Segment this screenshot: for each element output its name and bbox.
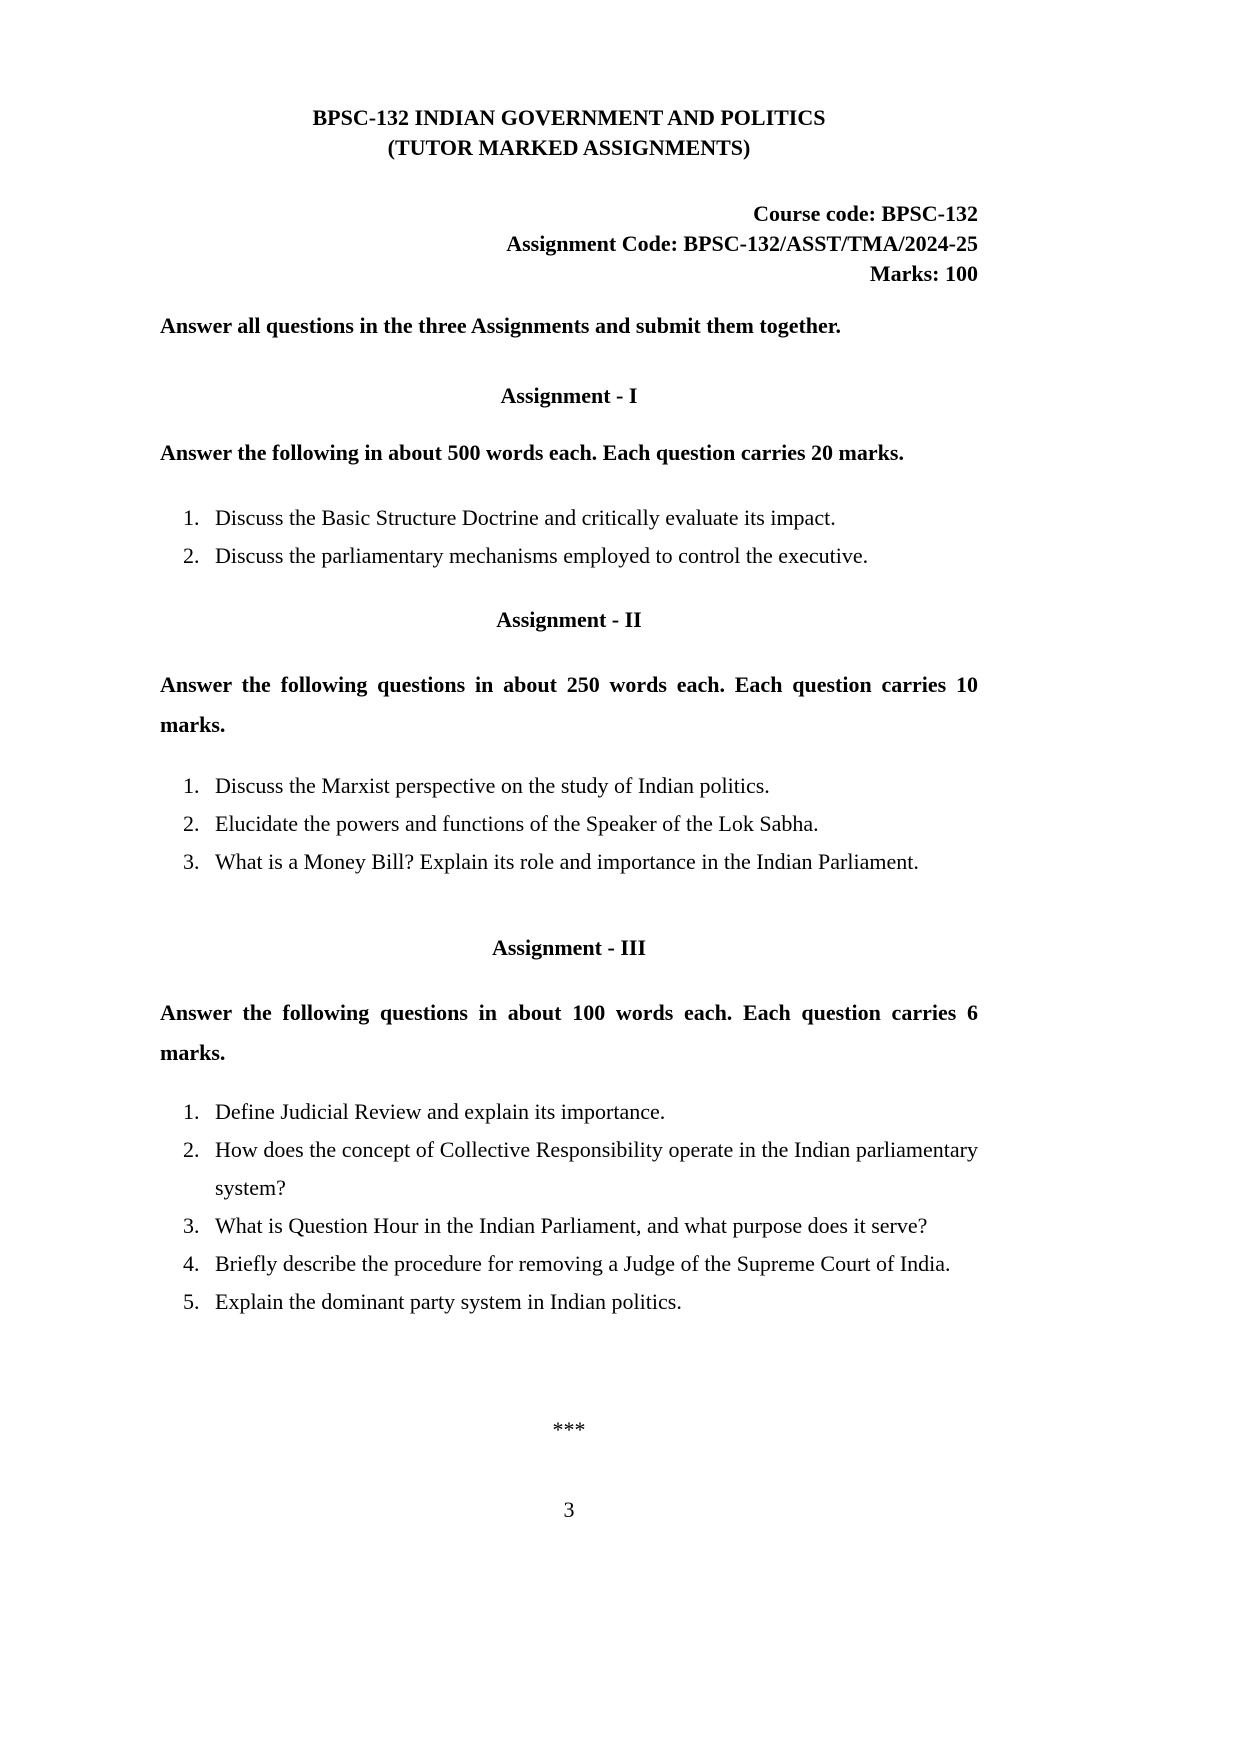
assignment-code: Assignment Code: BPSC-132/ASST/TMA/2024-25 <box>506 231 978 256</box>
question-number: 2. <box>183 1137 200 1162</box>
question-list-assignment-1 <box>160 499 978 575</box>
question-number: 3. <box>183 1213 200 1238</box>
question-number: 1. <box>183 773 200 798</box>
question-text: Discuss the parliamentary mechanisms employed to control the executive. <box>215 543 869 568</box>
section-heading-assignment-3: Assignment - III <box>491 935 647 960</box>
document-title-line1: BPSC-132 INDIAN GOVERNMENT AND POLITICS <box>312 105 826 130</box>
question-text: Define Judicial Review and explain its importance. <box>215 1099 666 1124</box>
section-instruction-assignment-2: Answer the following questions in about 250 words each. Each question carries 10 marks. <box>160 672 978 737</box>
question-item <box>183 843 978 881</box>
question-list-assignment-3 <box>160 1093 978 1321</box>
question-item <box>183 805 978 843</box>
general-instruction: Answer all questions in the three Assignments and submit them together. <box>160 313 842 338</box>
question-text: Discuss the Basic Structure Doctrine and critically evaluate its impact. <box>215 505 836 530</box>
question-number: 5. <box>183 1289 200 1314</box>
question-list-assignment-2 <box>160 767 978 881</box>
question-number: 4. <box>183 1251 200 1276</box>
document-title <box>160 103 978 163</box>
question-item <box>183 1093 978 1131</box>
course-code: Course code: BPSC-132 <box>753 201 978 226</box>
question-text: Explain the dominant party system in Indian politics. <box>215 1289 682 1314</box>
question-text: Elucidate the powers and functions of the Speaker of the Lok Sabha. <box>215 811 819 836</box>
section-instruction-assignment-1: Answer the following in about 500 words each. Each question carries 20 marks. <box>160 440 904 465</box>
question-number: 3. <box>183 849 200 874</box>
question-item <box>183 1245 978 1283</box>
question-item <box>183 767 978 805</box>
question-number: 2. <box>183 543 200 568</box>
question-text: How does the concept of Collective Responsibility operate in the Indian parliamentary system? <box>215 1137 978 1200</box>
question-item <box>183 1283 978 1321</box>
question-item <box>183 537 978 575</box>
document-meta <box>160 199 978 289</box>
section-heading-assignment-1: Assignment - I <box>500 383 638 408</box>
question-number: 1. <box>183 1099 200 1124</box>
question-number: 1. <box>183 505 200 530</box>
question-text: What is a Money Bill? Explain its role and importance in the Indian Parliament. <box>215 849 919 874</box>
page-number: 3 <box>563 1497 575 1522</box>
question-item <box>183 499 978 537</box>
question-item <box>183 1131 978 1207</box>
end-marker: *** <box>552 1417 586 1442</box>
question-text: Discuss the Marxist perspective on the study of Indian politics. <box>215 773 770 798</box>
question-text: Briefly describe the procedure for removing a Judge of the Supreme Court of India. <box>215 1251 951 1276</box>
document-title-line2: (TUTOR MARKED ASSIGNMENTS) <box>387 135 751 160</box>
question-number: 2. <box>183 811 200 836</box>
section-instruction-assignment-3: Answer the following questions in about 100 words each. Each question carries 6 marks. <box>160 1000 978 1065</box>
question-text: What is Question Hour in the Indian Parliament, and what purpose does it serve? <box>215 1213 928 1238</box>
question-item <box>183 1207 978 1245</box>
section-heading-assignment-2: Assignment - II <box>496 607 642 632</box>
marks: Marks: 100 <box>869 261 978 286</box>
